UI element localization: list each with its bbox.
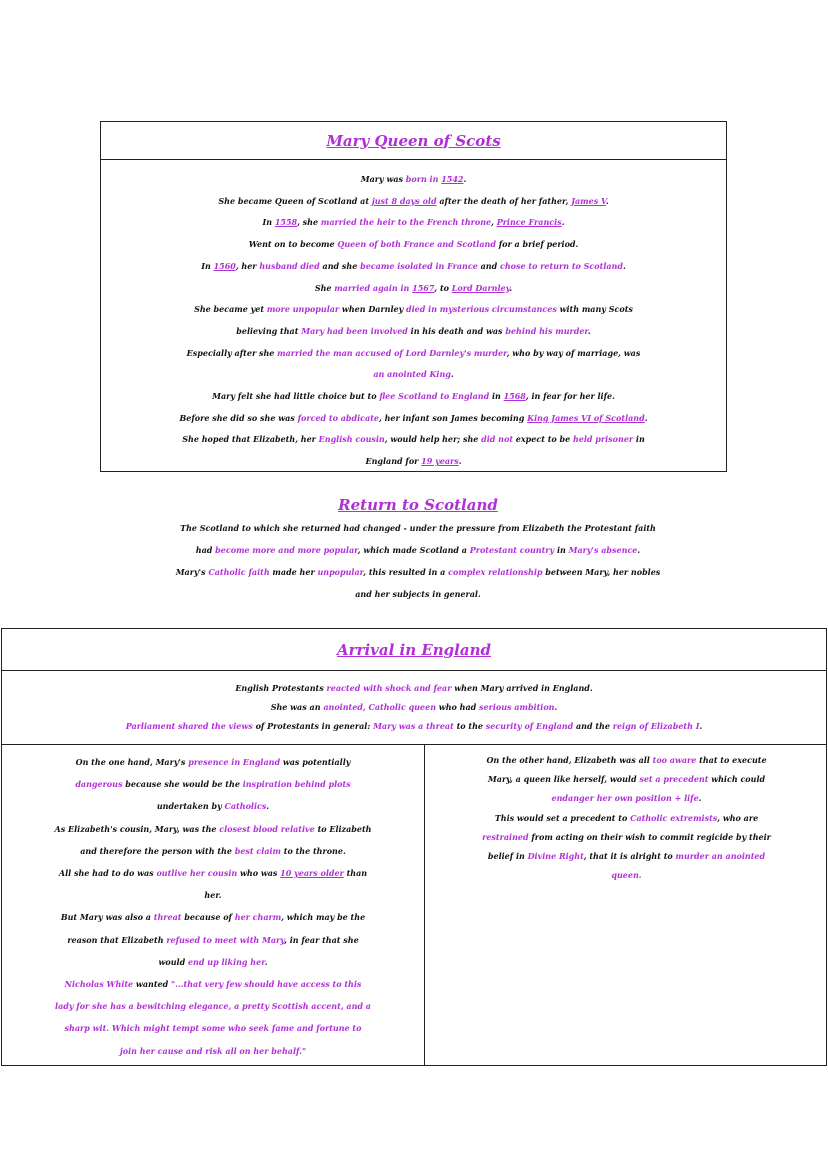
arrival-left-column (2, 751, 424, 1062)
text-line (2, 929, 424, 951)
body-text: , this resulted in a (363, 567, 449, 577)
body-text: to the throne. (281, 845, 346, 856)
highlight-text: became isolated in France (360, 260, 478, 271)
body-text: expect to be (513, 434, 573, 445)
highlight-text: end up liking her (187, 956, 265, 967)
body-text: . (622, 260, 626, 271)
highlight-text: Catholics (224, 801, 267, 812)
text-line (101, 364, 726, 386)
highlight-text: Nicholas White (64, 979, 134, 990)
text-line (2, 751, 424, 773)
highlight-text: forced to abdicate (297, 412, 379, 423)
body-text: with many Scots (556, 304, 633, 315)
highlight-text: flee Scotland to England (379, 391, 490, 402)
body-text: , who are (717, 812, 759, 823)
highlight-text: best claim (234, 845, 281, 856)
text-line (101, 256, 726, 278)
text-line (2, 818, 424, 840)
highlight-text: English cousin (318, 434, 385, 445)
body-text: who was (237, 868, 281, 879)
body-text: On the one hand, Mary's (75, 757, 189, 767)
highlight-text: behind his murder (505, 325, 588, 336)
highlight-text: her charm (234, 912, 282, 923)
highlight-text: Mary had been involved (301, 325, 408, 336)
body-text: because she would be the (122, 779, 243, 790)
text-line (101, 234, 726, 256)
body-text: in (489, 391, 504, 402)
highlight-text: chose to return to Scotland (499, 260, 623, 271)
body-text: . (458, 456, 462, 467)
body-text: . (561, 217, 565, 228)
body-text: who had (436, 702, 480, 712)
body-text: , in fear that she (284, 934, 359, 945)
body-text: . (605, 195, 609, 206)
text-line (2, 862, 424, 884)
highlight-text: married again in (334, 282, 413, 293)
highlight-text: 1542 (441, 174, 464, 184)
highlight-text: restrained (482, 831, 529, 842)
body-text: . (637, 545, 641, 555)
highlight-text: Queen of both France and Scotland (337, 239, 496, 250)
body-text: , her infant son James becoming (379, 412, 528, 423)
text-line (425, 809, 828, 828)
highlight-text: 1558 (274, 217, 298, 228)
text-line (425, 751, 828, 770)
highlight-text: inspiration behind plots (242, 779, 351, 790)
text-line (2, 884, 424, 906)
text-line (2, 698, 826, 717)
highlight-text: died in mysterious circumstances (406, 304, 557, 315)
highlight-text: outlive her cousin (156, 868, 238, 879)
text-line (2, 973, 424, 995)
text-line (425, 828, 828, 847)
highlight-text: endanger her own position + life (551, 793, 699, 804)
body-text: She was an (270, 702, 324, 712)
highlight-text: married the heir to the French throne (320, 217, 492, 228)
body-text: and her subjects in general. (355, 589, 481, 599)
text-line (425, 866, 828, 885)
body-text: She became Queen of Scotland at (218, 195, 372, 206)
body-text: All she had to do was (58, 868, 157, 879)
text-line (101, 278, 726, 300)
body-text: because of (181, 912, 235, 923)
highlight-text: lady for she has a bewitching elegance, a pretty Scottish accent, and a (55, 1001, 371, 1012)
body-text: and (477, 260, 500, 271)
text-line (101, 451, 726, 473)
text-line (425, 789, 828, 808)
text-line (2, 773, 424, 795)
body-text: , who by way of marriage, was (506, 347, 641, 358)
body-text: Mary's (175, 567, 209, 577)
body-text: In (262, 217, 275, 228)
text-line (101, 408, 726, 430)
text-line (101, 299, 726, 321)
body-text: her. (204, 890, 222, 901)
body-text: believing that (236, 325, 302, 336)
body-text: , that it is alright to (583, 851, 676, 862)
highlight-text: 19 years (421, 456, 459, 467)
body-text: wanted (133, 979, 171, 990)
highlight-text: serious ambition (479, 702, 555, 712)
mary-title-row (101, 122, 726, 160)
arrival-intro (2, 679, 826, 736)
highlight-text: unpopular (317, 567, 364, 577)
body-text: On the other hand, Elizabeth was all (486, 755, 653, 765)
body-text: , she (297, 217, 321, 228)
highlight-text: anointed, Catholic queen (323, 702, 437, 712)
highlight-text: did not (481, 434, 514, 445)
text-line (2, 906, 424, 928)
highlight-text: 10 years older (280, 868, 344, 879)
text-line (2, 1017, 424, 1039)
highlight-text: just 8 days old (371, 195, 437, 206)
body-text: In (201, 260, 214, 271)
section-title-arrival: Arrival in England (337, 640, 491, 659)
arrival-title-row (2, 629, 826, 671)
body-text: had (195, 545, 216, 555)
body-text: and the (573, 721, 613, 731)
highlight-text: reign of Elizabeth I (612, 721, 700, 731)
body-text: when Mary arrived in England. (451, 683, 593, 693)
highlight-text: 1568 (503, 391, 526, 402)
body-text: from acting on their wish to commit regicide by their (528, 831, 771, 842)
text-line (2, 795, 424, 817)
highlight-text: married the man accused of Lord Darnley's murder (277, 347, 507, 358)
highlight-text: security of England (485, 721, 574, 731)
highlight-text: dangerous (75, 779, 123, 790)
section-title-return: Return to Scotland (338, 496, 498, 514)
highlight-text: held prisoner (572, 434, 634, 445)
arrival-in-england-box (1, 628, 827, 1066)
text-line (2, 995, 424, 1017)
body-text: English Protestants (235, 683, 327, 693)
body-text: Before she did so she was (179, 412, 298, 423)
highlight-text: presence in England (188, 757, 281, 767)
body-text: between Mary, her nobles (542, 567, 661, 577)
highlight-text: threat (153, 912, 182, 923)
highlight-text: sharp wit. Which might tempt some who seek fame and fortune to (64, 1023, 362, 1034)
text-line (2, 679, 826, 698)
text-line (101, 429, 726, 451)
body-text: . (266, 801, 270, 812)
body-text: made her (269, 567, 318, 577)
highlight-text: complex relationship (448, 567, 543, 577)
body-text: , which made Scotland a (357, 545, 470, 555)
text-line (101, 321, 726, 343)
text-line (101, 169, 726, 191)
text-line (60, 561, 776, 583)
body-text: England for (365, 456, 422, 467)
section-title-mary: Mary Queen of Scots (326, 131, 501, 150)
body-text: and she (319, 260, 361, 271)
body-text: undertaken by (156, 801, 225, 812)
body-text: was potentially (280, 757, 351, 767)
body-text: . (644, 412, 648, 423)
highlight-text: King James VI of Scotland (527, 412, 645, 423)
body-text: , her (235, 260, 260, 271)
highlight-text: join her cause and risk all on her behalf." (119, 1045, 307, 1056)
body-text: reason that Elizabeth (67, 934, 167, 945)
highlight-text: 1560 (213, 260, 236, 271)
highlight-text: become more and more popular (215, 545, 358, 555)
text-line (60, 539, 776, 561)
body-text: , which may be the (281, 912, 366, 923)
text-line (60, 517, 776, 539)
body-text: after the death of her father, (436, 195, 572, 206)
highlight-text: Parliament shared the views (125, 721, 253, 731)
body-text: But Mary was also a (60, 912, 154, 923)
body-text: . (587, 325, 591, 336)
text-line (101, 212, 726, 234)
body-text: , to (434, 282, 452, 293)
highlight-text: set a precedent (639, 774, 709, 785)
arrival-divider (2, 744, 826, 745)
text-line (425, 847, 828, 866)
text-line (2, 1040, 424, 1062)
return-to-scotland-section (60, 494, 776, 605)
body-text: . (450, 369, 454, 380)
highlight-text: husband died (259, 260, 320, 271)
text-line (101, 343, 726, 365)
text-line (101, 191, 726, 213)
mary-body (101, 169, 726, 473)
body-text: belief in (487, 851, 528, 862)
body-text: which could (708, 774, 766, 785)
body-text: Mary was (360, 174, 406, 184)
highlight-text: Catholic faith (208, 567, 270, 577)
text-line (2, 840, 424, 862)
body-text: . (554, 702, 558, 712)
highlight-text: "...that very few should have access to this (170, 979, 362, 990)
highlight-text: closest blood relative (219, 823, 315, 834)
body-text: . (698, 793, 702, 804)
highlight-text: queen. (611, 870, 642, 881)
return-body (60, 517, 776, 605)
body-text: of Protestants in general: (252, 721, 374, 731)
body-text: This would set a precedent to (494, 812, 631, 823)
highlight-text: Lord Darnley (451, 282, 510, 293)
body-text: in (554, 545, 569, 555)
body-text: . (699, 721, 703, 731)
body-text: in (633, 434, 645, 445)
body-text: Went on to become (248, 239, 338, 250)
body-text: , (491, 217, 497, 228)
body-text: to the (453, 721, 486, 731)
highlight-text: 1567 (412, 282, 435, 293)
text-line (2, 717, 826, 736)
highlight-text: reacted with shock and fear (326, 683, 452, 693)
highlight-text: Catholic extremists (630, 812, 718, 823)
text-line (425, 770, 828, 789)
body-text: . (509, 282, 513, 293)
body-text: The Scotland to which she returned had changed - under the pressure from Elizabeth the Protestant faith (180, 523, 656, 533)
text-line (60, 583, 776, 605)
highlight-text: James V (571, 195, 606, 206)
body-text: to Elizabeth (314, 823, 372, 834)
body-text: for a brief period. (495, 239, 579, 250)
text-line (101, 386, 726, 408)
body-text: . (264, 956, 268, 967)
highlight-text: Divine Right (527, 851, 584, 862)
body-text: Mary felt she had little choice but to (212, 391, 380, 402)
highlight-text: more unpopular (266, 304, 340, 315)
highlight-text: too aware (652, 755, 697, 765)
arrival-right-column (425, 751, 828, 885)
text-line (2, 951, 424, 973)
highlight-text: Mary's absence (568, 545, 638, 555)
body-text: , in fear for her life. (525, 391, 615, 402)
highlight-text: Mary was a threat (373, 721, 454, 731)
body-text: . (463, 174, 467, 184)
body-text: and therefore the person with the (80, 845, 235, 856)
highlight-text: Protestant country (469, 545, 555, 555)
highlight-text: murder an anointed (675, 851, 766, 862)
highlight-text: Prince Francis (496, 217, 562, 228)
body-text: Mary, a queen like herself, would (487, 774, 640, 785)
body-text: that to execute (696, 755, 767, 765)
body-text: , would help her; she (384, 434, 482, 445)
body-text: She hoped that Elizabeth, her (182, 434, 319, 445)
highlight-text: refused to meet with Mary (166, 934, 285, 945)
body-text: when Darnley (339, 304, 407, 315)
body-text: She became yet (194, 304, 267, 315)
body-text: would (158, 956, 188, 967)
body-text: than (343, 868, 368, 879)
mary-queen-of-scots-box (100, 121, 727, 472)
highlight-text: an anointed King (373, 369, 451, 380)
body-text: As Elizabeth's cousin, Mary, was the (54, 823, 220, 834)
highlight-text: born in (405, 174, 442, 184)
body-text: in his death and was (407, 325, 506, 336)
body-text: Especially after she (186, 347, 278, 358)
body-text: She (314, 282, 335, 293)
